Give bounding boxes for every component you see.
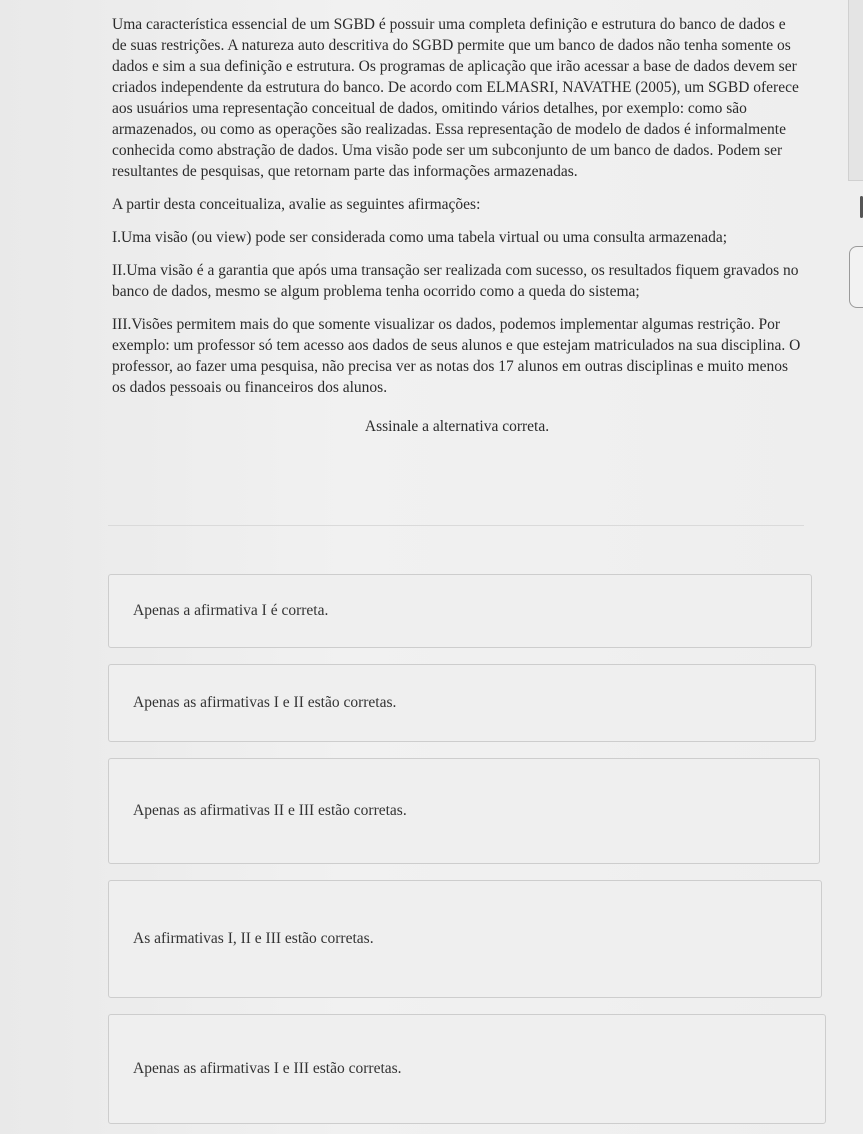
side-panel-edge[interactable] (848, 0, 863, 181)
answer-option-label: Apenas a afirmativa I é correta. (133, 602, 329, 619)
statement-3: III.Visões permitem mais do que somente visualizar os dados, podemos implementar algumas restrição. Por exemplo: um professor só tem acesso aos dados de seus alunos e que estejam matriculados na sua disciplina. O professor, ao fazer uma pesquisa, não precisa ver as notas dos 17 alunos em outras disciplinas e muito menos os dados pessoais ou financeiros dos alunos. (112, 316, 801, 396)
statement-1: I.Uma visão (ou view) pode ser considerada como uma tabela virtual ou uma consulta armazenada; (112, 229, 728, 246)
question-context: Uma característica essencial de um SGBD é possuir uma completa definição e estrutura do banco de dados e de suas restrições. A natureza auto descritiva do SGBD permite que um banco de dados não tenha somente os dados e sim a sua definição e estrutura. Os programas de aplicação que irão acessar a base de dados devem ser criados independente da estrutura do banco. De acordo com ELMASRI, NAVATHE (2005), um SGBD oferece aos usuários uma representação conceitual de dados, omitindo vários detalhes, por exemplo: como são armazenados, ou como as operações são realizadas. Essa representação de modelo de dados é informalmente conhecida como abstração de dados. Uma visão pode ser um subconjunto de um banco de dados. Podem ser resultantes de pesquisas, que retornam parte das informações armazenadas. (112, 16, 799, 180)
question-text (112, 14, 802, 449)
answer-option-label: As afirmativas I, II e III estão corretas. (133, 930, 374, 947)
divider (108, 525, 804, 526)
answer-option-label: Apenas as afirmativas II e III estão corretas. (133, 802, 407, 819)
answer-option-c[interactable] (108, 758, 820, 864)
answer-option-label: Apenas as afirmativas I e III estão corretas. (133, 1060, 402, 1077)
answer-option-b[interactable] (108, 664, 816, 742)
answer-option-e[interactable] (108, 1014, 826, 1124)
answer-option-a[interactable] (108, 574, 812, 648)
answer-option-d[interactable] (108, 880, 822, 998)
statement-2: II.Uma visão é a garantia que após uma transação ser realizada com sucesso, os resultados fiquem gravados no banco de dados, mesmo se algum problema tenha ocorrido como a queda do sistema; (112, 262, 799, 300)
answer-option-label: Apenas as afirmativas I e II estão corretas. (133, 694, 397, 711)
side-toggle-button[interactable] (849, 246, 863, 308)
answer-options (108, 574, 820, 1124)
question-instruction: Assinale a alternativa correta. (364, 418, 550, 435)
question-prompt: A partir desta conceitualiza, avalie as seguintes afirmações: (112, 196, 481, 213)
